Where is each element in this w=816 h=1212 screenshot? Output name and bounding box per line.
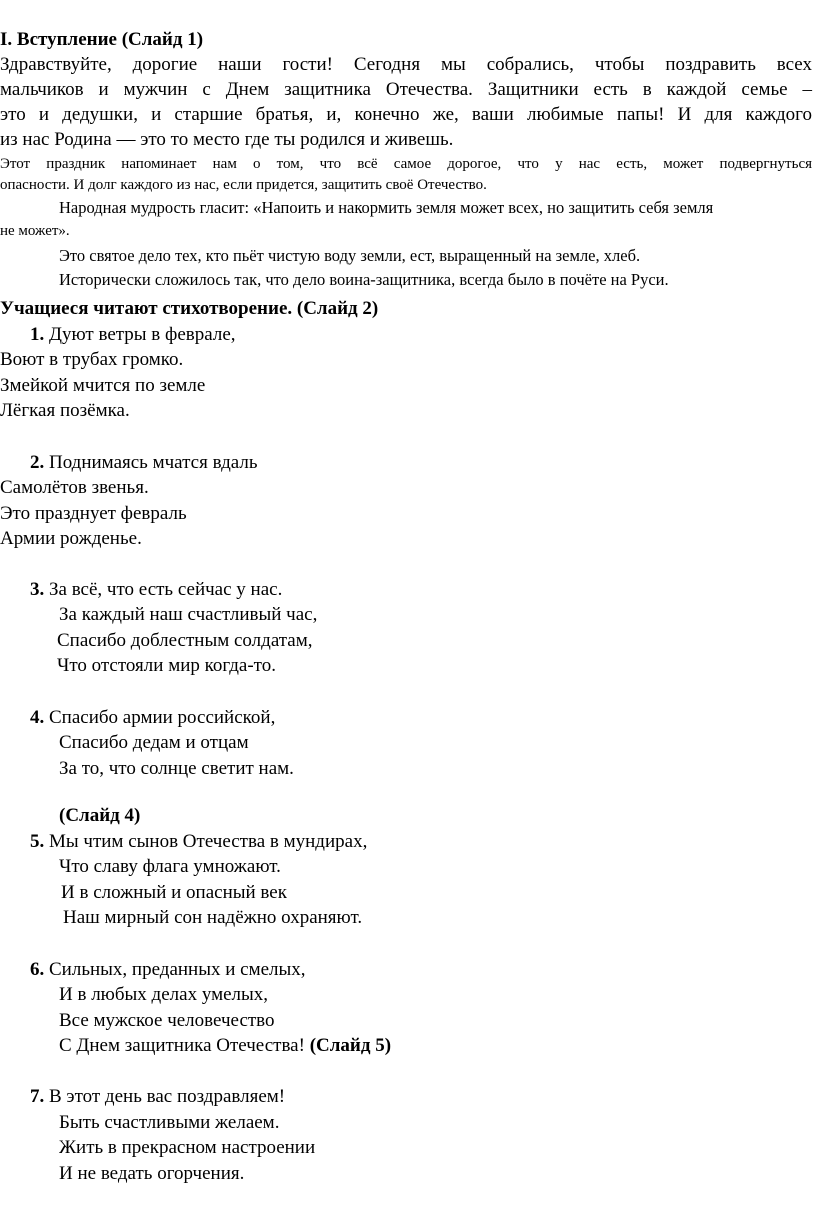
poem-line: И не ведать огорчения. bbox=[59, 1163, 245, 1184]
stanza-number: 5. bbox=[30, 831, 45, 852]
holiday-paragraph-line: опасности. И долг каждого из нас, если придется, защитить своё Отечество. bbox=[0, 177, 487, 193]
poem-line: Быть счастливыми желаем. bbox=[59, 1112, 280, 1133]
slide-4-label: (Слайд 4) bbox=[59, 805, 141, 826]
poem-line: Жить в прекрасном настроении bbox=[59, 1137, 316, 1158]
intro-heading: I. Вступление (Слайд 1) bbox=[0, 29, 204, 50]
intro-paragraph-line: это и дедушки, и старшие братья, и, конечно же, ваши любимые папы! И для каждого bbox=[0, 104, 812, 125]
slide-5-label: (Слайд 5) bbox=[309, 1035, 392, 1056]
poem-line: Самолётов звенья. bbox=[0, 477, 149, 498]
poem-line: Спасибо доблестным солдатам, bbox=[57, 630, 313, 651]
poem-line bbox=[59, 1036, 391, 1055]
holiday-paragraph-line: Этот праздник напоминает нам о том, что всё самое дорогое, что у нас есть, может подвергнуться bbox=[0, 156, 812, 172]
stanza-number: 1. bbox=[30, 324, 45, 345]
sacred-duty-paragraph: Это святое дело тех, кто пьёт чистую воду земли, ест, выращенный на земле, хлеб. bbox=[59, 246, 641, 265]
poem-line: В этот день вас поздравляем! bbox=[49, 1086, 286, 1107]
poem-line: Спасибо дедам и отцам bbox=[59, 732, 249, 753]
stanza-1-line bbox=[30, 325, 236, 344]
poem-heading: Учащиеся читают стихотворение. (Слайд 2) bbox=[0, 298, 379, 319]
poem-line: Воют в трубах громко. bbox=[0, 349, 184, 370]
poem-line: Лёгкая позёмка. bbox=[0, 400, 130, 421]
poem-line: Дуют ветры в феврале, bbox=[49, 324, 236, 345]
poem-line: За каждый наш счастливый час, bbox=[59, 604, 318, 625]
poem-line-text: С Днем защитника Отечества! bbox=[59, 1035, 305, 1056]
history-paragraph: Исторически сложилось так, что дело воина-защитника, всегда было в почёте на Руси. bbox=[59, 270, 669, 289]
poem-line: Наш мирный сон надёжно охраняют. bbox=[63, 907, 363, 928]
stanza-number: 2. bbox=[30, 452, 45, 473]
poem-line: Что славу флага умножают. bbox=[59, 856, 281, 877]
stanza-number: 6. bbox=[30, 959, 45, 980]
intro-paragraph-line: Здравствуйте, дорогие наши гости! Сегодня мы собрались, чтобы поздравить всех bbox=[0, 54, 812, 75]
stanza-4-line bbox=[30, 708, 275, 727]
stanza-number: 7. bbox=[30, 1086, 45, 1107]
stanza-number: 4. bbox=[30, 707, 45, 728]
poem-line: За то, что солнце светит нам. bbox=[59, 758, 294, 779]
poem-line: Что отстояли мир когда-то. bbox=[57, 655, 276, 676]
stanza-2-line bbox=[30, 453, 257, 472]
poem-line: Это празднует февраль bbox=[0, 503, 187, 524]
stanza-3-line bbox=[30, 580, 282, 599]
poem-line: Сильных, преданных и смелых, bbox=[49, 959, 306, 980]
wisdom-paragraph-line: Народная мудрость гласит: «Напоить и накормить земля может всех, но защитить себя земля bbox=[59, 198, 714, 217]
intro-paragraph-line: мальчиков и мужчин с Днем защитника Отечества. Защитники есть в каждой семье – bbox=[0, 79, 812, 100]
stanza-5-line bbox=[30, 832, 367, 851]
wisdom-paragraph-line: не может». bbox=[0, 223, 70, 239]
stanza-7-line bbox=[30, 1087, 285, 1106]
poem-line: И в любых делах умелых, bbox=[59, 984, 269, 1005]
stanza-6-line bbox=[30, 960, 306, 979]
poem-line: Змейкой мчится по земле bbox=[0, 375, 206, 396]
poem-line: Спасибо армии российской, bbox=[49, 707, 276, 728]
poem-line: Мы чтим сынов Отечества в мундирах, bbox=[49, 831, 368, 852]
poem-line: Армии рожденье. bbox=[0, 528, 142, 549]
poem-line: За всё, что есть сейчас у нас. bbox=[49, 579, 283, 600]
poem-line: И в сложный и опасный век bbox=[61, 882, 287, 903]
poem-line: Все мужское человечество bbox=[59, 1010, 275, 1031]
stanza-number: 3. bbox=[30, 579, 45, 600]
intro-paragraph-line: из нас Родина — это то место где ты родился и живешь. bbox=[0, 129, 454, 150]
poem-line: Поднимаясь мчатся вдаль bbox=[49, 452, 258, 473]
